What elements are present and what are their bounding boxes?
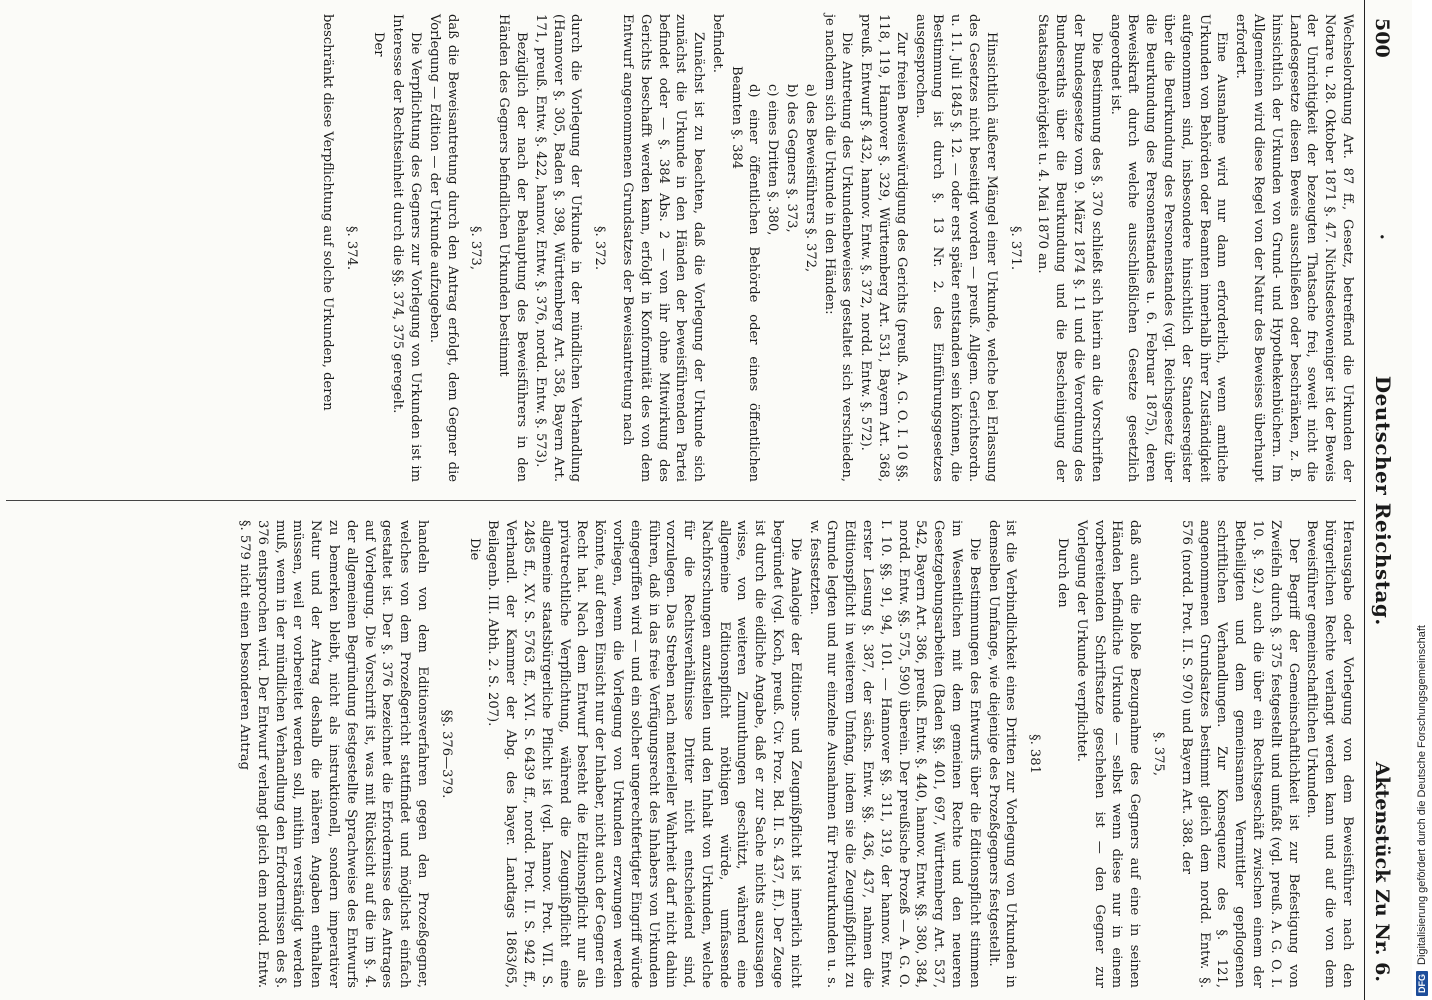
digitization-credit-text: Digitalisierung gefördert durch die Deutsche Forschungsgemeinschaft: [1416, 625, 1428, 965]
section-heading: §. 373,: [468, 225, 484, 271]
paragraph: durch die Vorlegung der Urkunde in der mündlichen Verhandlung (Hannover §. 305, Baden §. 398, Württemberg Art. 358, Bayern Art. 171, preuß. Entw. §. 422, hannov. Entw. §. 376, nordd. Entw. §. 573).: [532, 14, 584, 482]
header-subtitle: Aktenstück Zu Nr. 6.: [1371, 761, 1393, 982]
paragraph: Zur freien Beweiswürdigung des Gerichts (preuß. A. G. O. I. 10 §§. 118, 119, Hannover §. 329, Württemberg Art. 531, Bayern Art. 368, preuß. Entwurf §. 432, hannov. Entw. §. 372, nordd. Entw. §. 572).: [858, 14, 909, 482]
header-title: Deutscher Reichstag.: [1371, 375, 1395, 626]
paragraph: Die Antretung des Urkundenbeweises gestaltet sich verschieden, je nachdem sich die Urkunde in den Händen:: [821, 14, 855, 482]
paragraph: Die Analogie der Editions- und Zeugnißpflicht ist innerlich nicht begründet (vgl. Koch, preuß. Civ. Proz. Bd. II. S. 437, ff.). Der Zeuge ist durch die eidliche Angabe, daß er zur Sache nichts auszusagen wisse, von weiteren Zumuthungen geschützt, während eine allgemeine Editionspflicht nöthigen würde, umfassende Nachforschungen anzustellen und den Inhalt von Urkunden, welche für die Rechtsverhältnisse Dritter nicht entscheidend sind, vorzulegen. Das Streben nach materieller Wahrheit darf nicht dahin führen, daß in das freie Verfügungsrecht des Inhabers von Urkunden eingegriffen wird — und ein solcher ungerechtfertigter Eingriff würde vorliegen, wenn die Vorlegung von Urkunden erzwungen werden könnte, auf deren Einsicht nur der Inhaber, nicht auch der Gegner ein Recht hat. Nach dem Entwurf besteht die Editionspflicht nur als privatrechtliche Verpflichtung, während die Zeugnißpflicht eine allgemeine staatsbürgerliche Pflicht ist (vgl. hannov. Prot. VII. S. 2485 ff., XV. S. 5763 ff., XVI. S. 6439 ff., nordd. Prot. II. S. 942 ff., Verhandl. der Kammer der Abg. des bayer. Landtags 1863/65, Beilagenb. III. Abth. 2. S. 207).: [485, 520, 803, 988]
paragraph: Der Begriff der Gemeinschaftlichkeit ist zur Befestigung von Zweifeln durch §. 375 festgestellt und umfaßt (vgl. preuß. A. G. O. I. 10. §. 92.) auch die über ein Rechtsgeschäft zwischen einem der Betheiligten und dem gemeinsamen Vermittler gepflogenen schriftlichen Verhandlungen. Zur Konsequenz des §. 121, angenommenen Grundsatzes bestimmt gleich dem nordd. Entw. §. 576 (nordd. Prot. II. S. 970) und Bayern Art. 388. der: [1178, 520, 1301, 988]
header-dot: ·: [1371, 233, 1392, 240]
section-heading: §. 372.: [592, 225, 608, 271]
digitization-credit: [1412, 0, 1432, 1000]
paragraph: Die Verpflichtung des Gegners zur Vorlegung von Urkunden ist im Interesse der Rechtseinheit durch die §§. 374, 375 geregelt.: [390, 14, 423, 482]
section-heading: §. 375,: [1151, 731, 1167, 777]
section-heading: §§. 376—379.: [438, 709, 454, 799]
section-heading: §. 381: [1027, 734, 1043, 774]
right-column: [16, 520, 1356, 988]
paragraph: ist die Verbindlichkeit eines Dritten zur Vorlegung von Urkunden in demselben Umfange, wie diejenige des Prozeßgegners festgestellt.: [985, 520, 1019, 988]
paragraph: handeln von dem Editionsverfahren gegen den Prozeßgegner, welches von dem Prozeßgericht stattfindet und möglichst einfach gestaltet ist. Der §. 376 bezeichnet die Erfordernisse des Antrages auf Vorlegung. Die Vorschrift ist, was mit Rücksicht auf die im §. 4. der allgemeinen Begründung festgestellte Sprachweise des Entwurfs zu bemerken bleibt, nicht als instruktionell, sondern imperativer Natur und der Antrag deshalb die näheren Angaben enthalten müssen, weil er vorbereitet werden soll, mithin verständigt werden muß, wenn in der mündlichen Verhandlung den Erfordernissen des §. 376 entsprochen wird. Der Entwurf verlangt gleich dem nordd. Entw. §. 579 nicht einen besonderen Antrag: [236, 520, 430, 988]
list-item: a) des Beweisführers §. 372,: [802, 84, 818, 273]
paragraph: Herausgabe oder Vorlegung von dem Beweisführer nach den bürgerlichen Rechte verlangt werden kann und auf die von dem Beweisführer gemeinschaftlichen Urkunden.: [1304, 520, 1355, 988]
paragraph: Die Bestimmungen des Entwurfs über die Editionspflicht stimmen im Wesentlichen mit dem gemeinen Rechte und den neueren Gesetzgebungsarbeiten (Baden §§. 401, 697, Württemberg Art. 537, 542, Bayern Art. 386, preuß. Entw. §. 440, hannov. Entw. §§. 380, 384, nordd. Entw. §§. 575, 590) überein. Der preußische Prozeß — A. G. O. I. 10. §§. 91, 94, 101. — Hannover §§. 311, 319, der hannov. Entw. erster Lesung §. 387, der sächs. Entw. §§. 436, 437, nahmen die Editionspflicht in weiterem Umfang, indem sie die Zeugnißpflicht zu Grunde legten und nur einzelne Ausnahmen für Privaturkunden u. s. w. festsetzten.: [806, 520, 982, 988]
section-heading: §. 371.: [1007, 225, 1023, 271]
list-item: d) einer öffentlichen Behörde oder eines öffentlichen Beamten §. 384: [728, 66, 762, 482]
list-item: c) eines Dritten §. 380,: [765, 84, 781, 236]
paragraph: Eine Ausnahme wird nur dann erforderlich, wenn amtliche Urkunden von Behörden oder Beamten innerhalb ihrer Zuständigkeit aufgenommen sind, insbesondere hinsichtlich der Standesregister über die Beurkundung des Personenstandes (vgl. Reichsgesetz über die Beurkundung des Personenstandes u. 6. Februar 1875), deren Beweiskraft durch welche ausschließlichen Gesetze gesetzlich angeordnet ist.: [1107, 14, 1230, 482]
page-number: 500: [1371, 18, 1393, 58]
paragraph: Die Bestimmung des §. 370 schließt sich hierin an die Vorschriften der Bundesgesetze vom 9. März 1874 §. 11 und die Verordnung des Bundesraths über die Beurkundung und die Bescheinigung der Staatsangehörigkeit u. 4. Mai 1870 an.: [1035, 14, 1104, 482]
paragraph: Der: [371, 32, 387, 57]
paragraph: beschränkt diese Verpflichtung auf solche Urkunden, deren: [319, 14, 335, 411]
paragraph: Bezüglich der nach der Behauptung des Beweisführers in den Händen des Gegners befindlichen Urkunden bestimmt: [496, 14, 529, 482]
list-item: b) des Gegners §. 373,: [784, 84, 800, 233]
column-divider: [6, 500, 1356, 501]
paragraph: Hinsichtlich äußerer Mängel einer Urkunde, welche bei Erlassung des Gesetzes nicht beseitigt worden — preuß. Allgem. Gerichtsordn. u. 11. Juli 1845 §. 12. — oder erst später entstanden sein können, die Bestimmung ist durch §. 13 Nr. 2. des Einführungsgesetzes ausgesprochen.: [912, 14, 999, 482]
paragraph: Wechselordnung Art. 87 ff., Gesetz, betreffend die Urkunden der Notare u. 28. Oktober 1871 §. 47. Nichtsdestoweniger ist der Beweis der Unrichtigkeit der bezeugten Thatsache frei, soweit nicht die Landesgesetze diesen Beweis ausschließen oder beschränken, z. B. hinsichtlich der Urkunden von Grund- und Hypothekenbüchern. Im Allgemeinen wird diese Regel von der Natur des Beweises überhaupt erfordert.: [1233, 14, 1355, 482]
paragraph: Zunächst ist zu beachten, daß die Vorlegung der Urkunde sich zunächst die Urkunde in den Händen der beweisführenden Partei befindet oder — §. 384 Abs. 2 — von ihr ohne Mitwirkung des Gerichts beschafft werden kann, erfolgt in Konformität des von dem Entwurf angenommenen Grundsatzes der Beweisantretung nach: [619, 14, 707, 482]
page-header: [1364, 0, 1412, 1000]
dfg-logo: DFG: [1416, 971, 1428, 996]
section-heading: §. 374.: [343, 225, 359, 271]
paragraph: daß die Beweisantretung durch den Antrag erfolgt, dem Gegner die Vorlegung — Edition — der Urkunde aufzugeben.: [426, 14, 460, 482]
paragraph: daß auch die bloße Bezugnahme des Gegners auf eine in seinen Händen befindliche Urkunde — selbst wenn diese nur in einem vorbereitenden Schriftsatze geschehen ist — den Gegner zur Vorlegung der Urkunde verpflichtet.: [1073, 520, 1143, 988]
paragraph: Durch den: [1055, 538, 1071, 608]
paragraph: Die: [466, 538, 482, 561]
paragraph: befindet.: [709, 14, 725, 73]
left-column: [16, 14, 1356, 482]
